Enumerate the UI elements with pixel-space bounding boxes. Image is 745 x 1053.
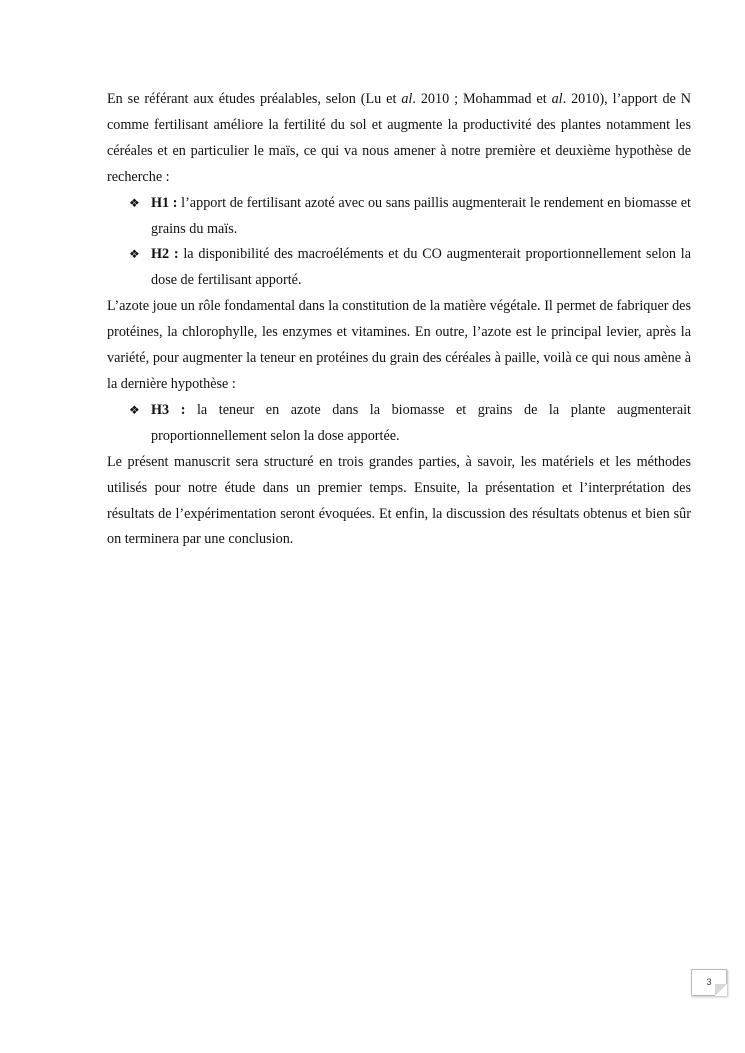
hypothesis-item-h1 [107,191,691,243]
paragraph-nitrogen: L’azote joue un rôle fondamental dans la constitution de la matière végétale. Il permet de fabriquer des protéines, la chlorophylle, les enzymes et vitamines. En outre, l’azote est le principal levier, après la variété, pour augmenter la teneur en protéines du grain des céréales à paille, voilà ce qui nous amène à la dernière hypothèse : [107,298,691,392]
paragraph-intro-part-b: . 2010 ; Mohammad et [412,91,552,107]
paragraph-intro-part-a: En se référant aux études préalables, selon (Lu et [107,91,402,107]
paragraph-structure: Le présent manuscrit sera structuré en trois grandes parties, à savoir, les matériels et les méthodes utilisés pour notre étude dans un premier temps. Ensuite, la présentation et l’interprétation des résultats de l’expérimentation seront évoquées. Et enfin, la discussion des résultats obtenus et bien sûr on terminera par une conclusion. [107,453,691,548]
hypothesis-text-h2: la disponibilité des macroéléments et du CO augmenterait proportionnellement selon la dose de fertilisant apporté. [151,246,691,289]
hypothesis-label-h2: H2 : [151,246,179,263]
hypothesis-label-h1: H1 : [151,194,178,211]
hypothesis-text-h1: l’apport de fertilisant azoté avec ou sans paillis augmenterait le rendement en biomasse et grains du maïs. [151,194,691,237]
paragraph-intro [107,87,691,191]
diamond-bullet-icon: ❖ [129,247,140,262]
hypothesis-item-h2 [107,242,691,294]
paragraph-intro-part-c: . 2010), l’apport de N comme fertilisant améliore la fertilité du sol et augmente la productivité des plantes notamment les céréales et en particulier le maïs, ce qui va nous amener à notre première et deuxième hypothèse de recherche : [107,91,691,185]
page-number: 3 [691,969,727,996]
hypothesis-item-h3 [107,398,691,450]
diamond-bullet-icon: ❖ [129,402,140,417]
diamond-bullet-icon: ❖ [129,195,140,210]
hypothesis-label-h3: H3 : [151,401,186,418]
body-text [107,87,691,553]
hypothesis-text-h3: la teneur en azote dans la biomasse et grains de la plante augmenterait proportionnellement selon la dose apportée. [151,401,692,444]
hypothesis-list-2 [107,398,691,450]
citation-al-2: al [551,91,563,107]
hypothesis-list-1 [107,191,691,295]
citation-al-1: al [401,91,413,107]
